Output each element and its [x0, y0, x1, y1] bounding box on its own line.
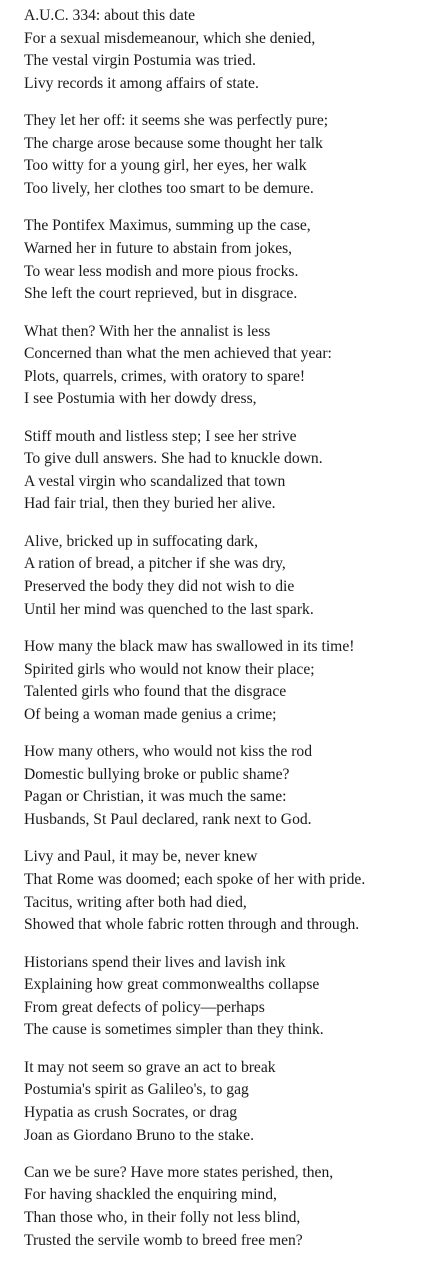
stanza-4 — [24, 321, 434, 411]
poem-line: Until her mind was quenched to the last spark. — [24, 600, 314, 618]
poem-line: Pagan or Christian, it was much the same: — [24, 788, 287, 806]
poem-line: That Rome was doomed; each spoke of her with pride. — [24, 870, 366, 888]
poem-line: How many others, who would not kiss the rod — [24, 743, 313, 761]
poem-line: The cause is sometimes simpler than they think. — [24, 1021, 324, 1039]
poem-line: Preserved the body they did not wish to die — [24, 578, 295, 596]
poem-line: Hypatia as crush Socrates, or drag — [24, 1103, 238, 1121]
poem-line: How many the black maw has swallowed in its time! — [24, 638, 355, 656]
poem-line: Concerned than what the men achieved that year: — [24, 345, 332, 363]
poem-line: Spirited girls who would not know their place; — [24, 660, 315, 678]
poem-line: From great defects of policy—perhaps — [24, 998, 265, 1016]
poem-line: Warned her in future to abstain from jokes, — [24, 239, 293, 257]
poem-line: Trusted the servile womb to breed free men? — [24, 1231, 303, 1249]
poem-line: The charge arose because some thought her talk — [24, 134, 323, 152]
poem-line: Too lively, her clothes too smart to be demure. — [24, 179, 314, 197]
poem-line: Livy and Paul, it may be, never knew — [24, 848, 258, 866]
stanza-7 — [24, 636, 434, 726]
poem-line: Husbands, St Paul declared, rank next to God. — [24, 810, 312, 828]
poem-line: To give dull answers. She had to knuckle down. — [24, 450, 323, 468]
poem-line: Joan as Giordano Bruno to the stake. — [24, 1126, 254, 1144]
poem-line: A ration of bread, a pitcher if she was dry, — [24, 555, 286, 573]
stanza-3 — [24, 215, 434, 305]
stanza-12 — [24, 1162, 434, 1252]
poem-line: The Pontifex Maximus, summing up the case, — [24, 217, 311, 235]
poem-line: Showed that whole fabric rotten through and through. — [24, 916, 360, 934]
stanza-11 — [24, 1057, 434, 1147]
poem-line: Alive, bricked up in suffocating dark, — [24, 532, 258, 550]
poem-line: A.U.C. 334: about this date — [24, 7, 196, 24]
poem-line: Explaining how great commonwealths collapse — [24, 976, 320, 994]
poem-line: She left the court reprieved, but in disgrace. — [24, 285, 298, 303]
stanza-6 — [24, 531, 434, 621]
poem-line: Postumia's spirit as Galileo's, to gag — [24, 1081, 249, 1099]
poem-line: What then? With her the annalist is less — [24, 322, 271, 340]
stanza-9 — [24, 846, 434, 936]
poem-line: Than those who, in their folly not less blind, — [24, 1209, 301, 1227]
stanza-5 — [24, 426, 434, 516]
poem-line: They let her off: it seems she was perfectly pure; — [24, 112, 329, 130]
stanza-1 — [24, 5, 434, 95]
poem-line: Historians spend their lives and lavish ink — [24, 953, 286, 971]
poem-line: For a sexual misdemeanour, which she denied, — [24, 29, 316, 47]
poem-line: Too witty for a young girl, her eyes, her walk — [24, 157, 307, 175]
poem-line: A vestal virgin who scandalized that town — [24, 472, 286, 490]
poem-line: Tacitus, writing after both had died, — [24, 893, 247, 911]
poem-line: Talented girls who found that the disgrace — [24, 683, 287, 701]
poem-line: Stiff mouth and listless step; I see her strive — [24, 427, 297, 445]
poem-line: To wear less modish and more pious frocks. — [24, 262, 299, 280]
poem-line: Plots, quarrels, crimes, with oratory to spare! — [24, 367, 306, 385]
poem-line: Can we be sure? Have more states perished, then, — [24, 1163, 334, 1181]
poem-line: Domestic bullying broke or public shame? — [24, 765, 290, 783]
poem-line: Had fair trial, then they buried her alive. — [24, 495, 276, 513]
poem-line: I see Postumia with her dowdy dress, — [24, 390, 257, 408]
stanza-8 — [24, 741, 434, 831]
poem-line: For having shackled the enquiring mind, — [24, 1186, 277, 1204]
stanza-10 — [24, 952, 434, 1042]
stanza-2 — [24, 110, 434, 200]
poem-body — [24, 5, 434, 1267]
poem-line: Of being a woman made genius a crime; — [24, 705, 277, 723]
poem-line: It may not seem so grave an act to break — [24, 1058, 276, 1076]
poem-line: The vestal virgin Postumia was tried. — [24, 52, 256, 70]
poem-line: Livy records it among affairs of state. — [24, 74, 259, 92]
